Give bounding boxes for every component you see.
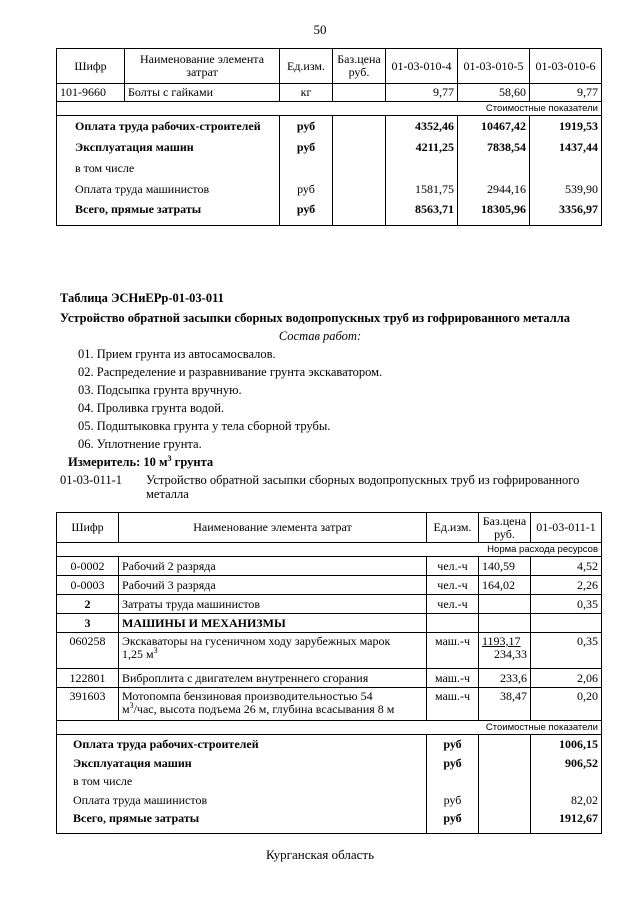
summary-row <box>57 773 602 791</box>
summary-unit: руб <box>280 137 333 158</box>
summary-unit: руб <box>280 116 333 137</box>
header-cell: 01-03-010-6 <box>530 49 602 84</box>
summary-row <box>57 754 602 773</box>
summary-unit: руб <box>427 735 479 754</box>
cell-value: 0,20 <box>531 688 602 721</box>
summary-name: Эксплуатация машин <box>57 137 280 158</box>
header-cell: Баз.цена руб. <box>333 49 386 84</box>
summary-unit: руб <box>427 754 479 773</box>
composition-label: Состав работ: <box>278 329 362 343</box>
cell-name: Экскаваторы на гусеничном ходу зарубежных марок 1,25 $м^3$ <box>119 633 427 669</box>
summary-row <box>57 200 602 226</box>
resource-table-1 <box>56 48 602 226</box>
summary-row <box>57 158 602 179</box>
cell-price: 164,02 <box>479 576 531 595</box>
cell-name: Виброплита с двигателем внутреннего сгорания <box>119 669 427 688</box>
footer-region: Курганская область <box>265 847 375 862</box>
summary-row <box>57 137 602 158</box>
norm-caption: Норма расхода ресурсов <box>57 543 602 557</box>
summary-name: Оплата труда рабочих-строителей <box>57 116 280 137</box>
summary-value: 18305,96 <box>458 200 530 226</box>
summary-value: 1437,44 <box>530 137 602 158</box>
header-cell: Наименование элемента затрат <box>119 513 427 543</box>
table-row <box>57 84 602 102</box>
summary-row <box>57 116 602 137</box>
cell-unit: кг <box>280 84 333 102</box>
summary-value: 2944,16 <box>458 179 530 200</box>
cell-price: 140,59 <box>479 557 531 576</box>
cell-value: 0,35 <box>531 633 602 669</box>
caption-row <box>57 543 602 557</box>
work-item: 03. Подсыпка грунта вручную. <box>78 383 242 397</box>
table-row <box>57 688 602 721</box>
cell-price: 233,6 <box>479 669 531 688</box>
summary-value: 4211,25 <box>386 137 458 158</box>
summary-value: 7838,54 <box>458 137 530 158</box>
summary-name: в том числе <box>57 773 427 791</box>
table-header-row <box>57 49 602 84</box>
summary-value: 1006,15 <box>531 735 602 754</box>
caption-row <box>57 721 602 735</box>
cell-name: Рабочий 2 разряда <box>119 557 427 576</box>
cell-unit: чел.-ч <box>427 576 479 595</box>
cell-value: 4,52 <box>531 557 602 576</box>
summary-value: 8563,71 <box>386 200 458 226</box>
header-cell: 01-03-010-4 <box>386 49 458 84</box>
summary-name: Всего, прямые затраты <box>57 810 427 834</box>
resource-table-2 <box>56 512 602 834</box>
cell-code: 101-9660 <box>57 84 125 102</box>
summary-value: 1581,75 <box>386 179 458 200</box>
summary-row <box>57 810 602 834</box>
cell-unit: маш.-ч <box>427 688 479 721</box>
cell-code: 391603 <box>57 688 119 721</box>
summary-row <box>57 179 602 200</box>
table-row <box>57 669 602 688</box>
caption-row <box>57 102 602 116</box>
table-row <box>57 633 602 669</box>
work-item: 01. Прием грунта из автосамосвалов. <box>78 347 276 361</box>
work-item: 02. Распределение и разравнивание грунта экскаватором. <box>78 365 383 379</box>
summary-unit: руб <box>280 200 333 226</box>
cell-code: 060258 <box>57 633 119 669</box>
cell-value: 9,77 <box>530 84 602 102</box>
cell-unit: чел.-ч <box>427 557 479 576</box>
summary-unit: руб <box>427 810 479 834</box>
summary-row <box>57 735 602 754</box>
header-cell: Ед.изм. <box>280 49 333 84</box>
cell-value: 2,26 <box>531 576 602 595</box>
section-title: Устройство обратной засыпки сборных водопропускных труб из гофрированного металла <box>60 311 571 325</box>
header-cell: Ед.изм. <box>427 513 479 543</box>
cell-code: 0-0003 <box>57 576 119 595</box>
cell-value: 2,06 <box>531 669 602 688</box>
cell-name: Затраты труда машинистов <box>119 595 427 614</box>
cell-value: 58,60 <box>458 84 530 102</box>
summary-name: Оплата труда машинистов <box>57 791 427 810</box>
work-item: 06. Уплотнение грунта. <box>78 437 202 451</box>
header-cell: Шифр <box>57 513 119 543</box>
cell-code: 3 <box>57 614 119 633</box>
summary-value: 82,02 <box>531 791 602 810</box>
header-cell: 01-03-011-1 <box>531 513 602 543</box>
summary-value: 539,90 <box>530 179 602 200</box>
cell-name: МАШИНЫ И МЕХАНИЗМЫ <box>119 614 427 633</box>
summary-value: 1919,53 <box>530 116 602 137</box>
summary-value: 906,52 <box>531 754 602 773</box>
cell-name: Рабочий 3 разряда <box>119 576 427 595</box>
summary-unit: руб <box>427 791 479 810</box>
table-row <box>57 614 602 633</box>
summary-name: в том числе <box>57 158 280 179</box>
table-row <box>57 557 602 576</box>
table-header-row <box>57 513 602 543</box>
summary-row <box>57 791 602 810</box>
cell-unit: маш.-ч <box>427 669 479 688</box>
summary-unit: руб <box>280 179 333 200</box>
summary-name: Оплата труда рабочих-строителей <box>57 735 427 754</box>
work-item: 05. Подштыковка грунта у тела сборной трубы. <box>78 419 331 433</box>
table-id: Таблица ЭСНиЕРр-01-03-011 <box>60 291 224 305</box>
page-number: 50 <box>313 22 327 37</box>
header-cell: Шифр <box>57 49 125 84</box>
cell-price <box>479 595 531 614</box>
table-row <box>57 576 602 595</box>
cell-name: Болты с гайками <box>125 84 280 102</box>
header-cell: Баз.цена руб. <box>479 513 531 543</box>
summary-name: Всего, прямые затраты <box>57 200 280 226</box>
summary-name: Эксплуатация машин <box>57 754 427 773</box>
summary-value: 1912,67 <box>531 810 602 834</box>
summary-value: 4352,46 <box>386 116 458 137</box>
summary-name: Оплата труда машинистов <box>57 179 280 200</box>
header-cell: 01-03-010-5 <box>458 49 530 84</box>
item-code: 01-03-011-1 <box>60 473 123 487</box>
cell-unit: чел.-ч <box>427 595 479 614</box>
measure-unit: Измеритель: 10 $м^3$ грунта <box>68 453 214 469</box>
cell-code: 122801 <box>57 669 119 688</box>
work-item: 04. Проливка грунта водой. <box>78 401 225 415</box>
cell-price: 38,47 <box>479 688 531 721</box>
summary-value: 10467,42 <box>458 116 530 137</box>
cost-caption: Стоимостные показатели <box>57 721 602 735</box>
cell-name: Мотопомпа бензиновая производительностью 54 $м^3$/час, высота подъема 26 м, глубина всасывания 8 м <box>119 688 427 721</box>
table-row <box>57 595 602 614</box>
cell-unit: маш.-ч <box>427 633 479 669</box>
cell-price: 1193,17 234,33 <box>479 633 531 669</box>
cell-code: 2 <box>57 595 119 614</box>
cost-caption: Стоимостные показатели <box>57 102 602 116</box>
item-description: Устройство обратной засыпки сборных водопропускных труб из гофрированного металла <box>146 473 580 501</box>
header-cell: Наименование элемента затрат <box>125 49 280 84</box>
cell-price <box>333 84 386 102</box>
cell-value: 0,35 <box>531 595 602 614</box>
cell-value: 9,77 <box>386 84 458 102</box>
cell-code: 0-0002 <box>57 557 119 576</box>
summary-value: 3356,97 <box>530 200 602 226</box>
